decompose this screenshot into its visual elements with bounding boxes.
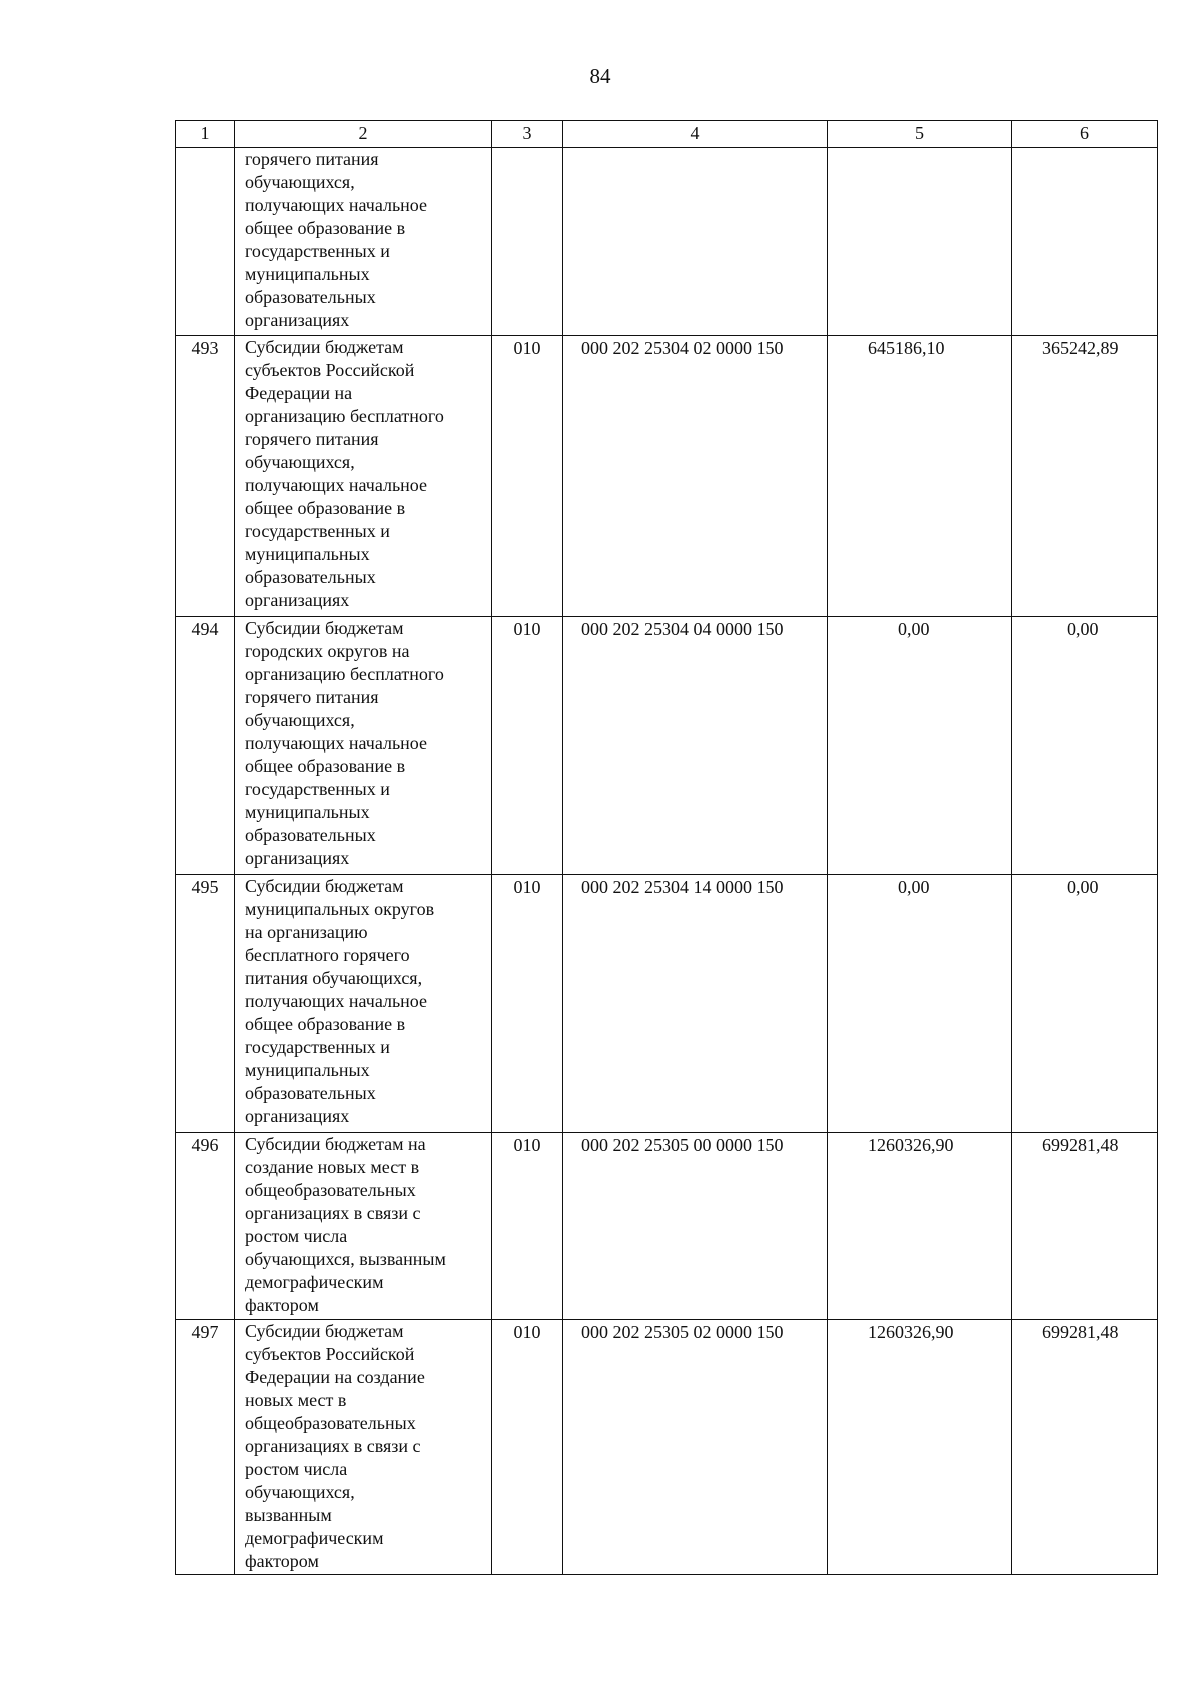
header-col-2: 2 <box>235 121 492 148</box>
row-value-col6 <box>1012 148 1158 336</box>
row-number: 495 <box>176 875 235 1133</box>
table-row <box>176 336 1158 617</box>
row-number: 494 <box>176 617 235 875</box>
row-admin-code: 010 <box>492 336 563 617</box>
row-description-text: Субсидии бюджетам субъектов Российской Федерации на создание новых мест в общеобразовательных организациях в связи с ростом числа обучающихся, вызванным демографическим фактором <box>245 1321 425 1571</box>
row-budget-code <box>563 148 828 336</box>
header-col-3: 3 <box>492 121 563 148</box>
row-description-text: Субсидии бюджетам муниципальных округов на организацию бесплатного горячего питания обучающихся, получающих начальное общее образование в государственных и муниципальных образовательных организациях <box>245 876 435 1126</box>
row-value-col5 <box>828 148 1012 336</box>
page-number: 84 <box>589 64 611 88</box>
row-budget-code: 000 202 25304 04 0000 150 <box>563 617 828 875</box>
row-budget-code: 000 202 25305 02 0000 150 <box>563 1320 828 1575</box>
table-row <box>176 875 1158 1133</box>
row-admin-code: 010 <box>492 1320 563 1575</box>
row-number <box>176 148 235 336</box>
row-value-col5: 645186,10 <box>828 336 1012 617</box>
row-description <box>235 1133 492 1320</box>
table-row <box>176 1133 1158 1320</box>
row-description <box>235 148 492 336</box>
row-description <box>235 617 492 875</box>
header-col-5: 5 <box>828 121 1012 148</box>
header-col-1: 1 <box>176 121 235 148</box>
row-value-col5: 0,00 <box>828 617 1012 875</box>
row-admin-code: 010 <box>492 1133 563 1320</box>
row-description <box>235 1320 492 1575</box>
table-row <box>176 617 1158 875</box>
header-col-6: 6 <box>1012 121 1158 148</box>
row-admin-code: 010 <box>492 875 563 1133</box>
row-value-col5: 1260326,90 <box>828 1133 1012 1320</box>
row-value-col6: 0,00 <box>1012 875 1158 1133</box>
header-col-4: 4 <box>563 121 828 148</box>
row-value-col6: 699281,48 <box>1012 1320 1158 1575</box>
row-value-col5: 1260326,90 <box>828 1320 1012 1575</box>
row-description <box>235 875 492 1133</box>
row-description <box>235 336 492 617</box>
row-admin-code: 010 <box>492 617 563 875</box>
row-description-text: Субсидии бюджетам на создание новых мест в общеобразовательных организациях в связи с ростом числа обучающихся, вызванным демографическим фактором <box>245 1134 446 1315</box>
row-budget-code: 000 202 25304 14 0000 150 <box>563 875 828 1133</box>
row-description-text: горячего питания обучающихся, получающих начальное общее образование в государственных и муниципальных образовательных организациях <box>245 149 427 330</box>
row-description-text: Субсидии бюджетам субъектов Российской Федерации на организацию бесплатного горячего питания обучающихся, получающих начальное общее образование в государственных и муниципальных образовательных организациях <box>245 337 444 610</box>
row-number: 493 <box>176 336 235 617</box>
row-budget-code: 000 202 25304 02 0000 150 <box>563 336 828 617</box>
row-budget-code: 000 202 25305 00 0000 150 <box>563 1133 828 1320</box>
row-value-col5: 0,00 <box>828 875 1012 1133</box>
row-admin-code <box>492 148 563 336</box>
table-row <box>176 1320 1158 1575</box>
budget-table <box>175 120 1158 1575</box>
row-value-col6: 365242,89 <box>1012 336 1158 617</box>
header-row <box>176 121 1158 148</box>
row-description-text: Субсидии бюджетам городских округов на организацию бесплатного горячего питания обучающихся, получающих начальное общее образование в государственных и муниципальных образовательных организациях <box>245 618 444 868</box>
row-number: 497 <box>176 1320 235 1575</box>
table-row <box>176 148 1158 336</box>
row-value-col6: 699281,48 <box>1012 1133 1158 1320</box>
row-number: 496 <box>176 1133 235 1320</box>
row-value-col6: 0,00 <box>1012 617 1158 875</box>
